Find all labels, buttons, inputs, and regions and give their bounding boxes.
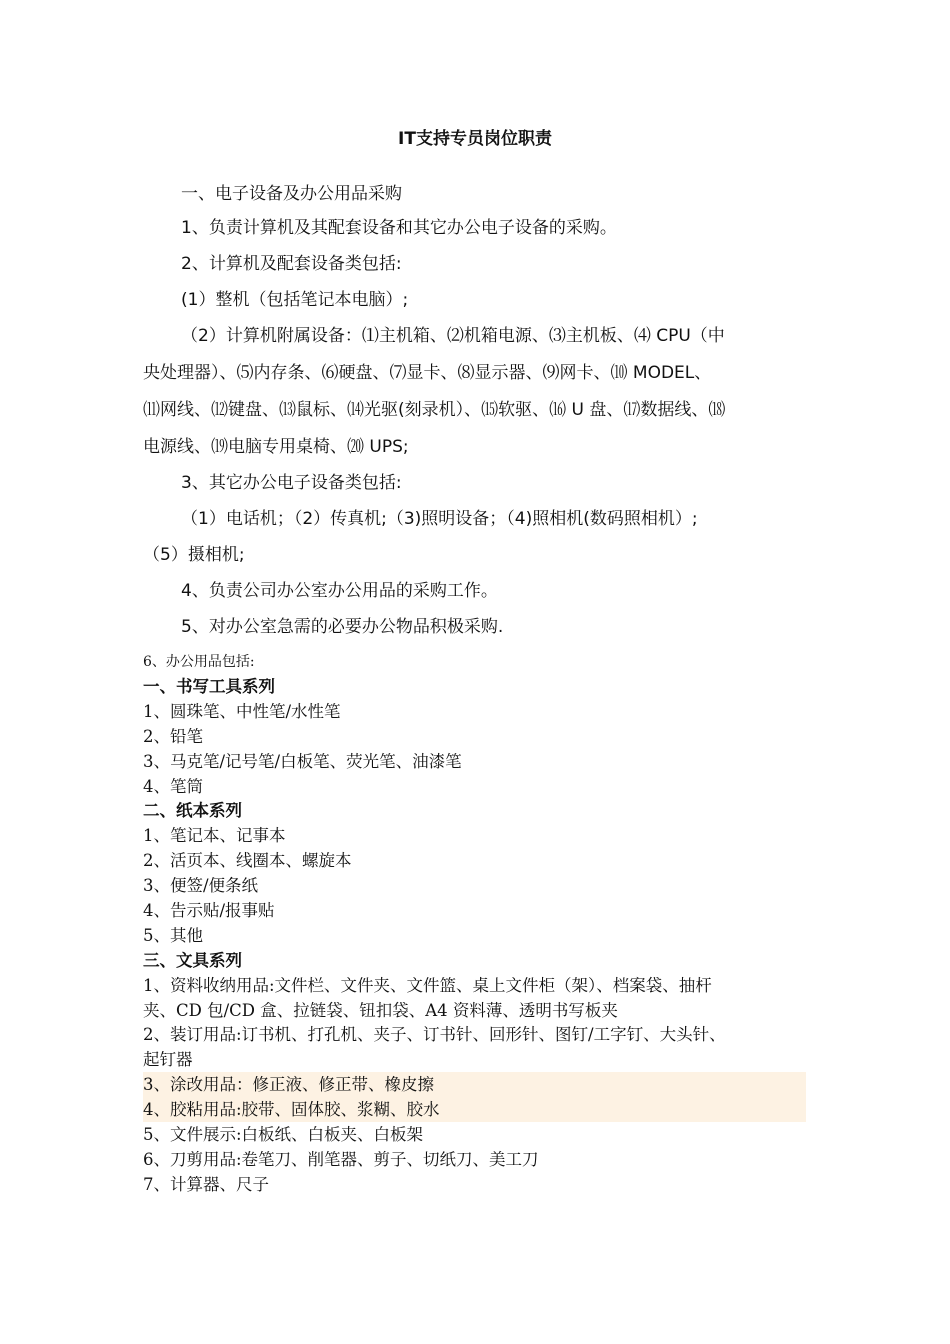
paragraph: ⑾网线、⑿键盘、⒀鼠标、⒁光驱(刻录机）、⒂软驱、⒃ U 盘、⒄数据线、⒅ <box>143 400 726 420</box>
list-item: 3、马克笔/记号笔/白板笔、荧光笔、油漆笔 <box>143 752 462 771</box>
list-item: 1、圆珠笔、中性笔/水性笔 <box>143 702 341 721</box>
paragraph: 1、负责计算机及其配套设备和其它办公电子设备的采购。 <box>181 218 617 238</box>
paragraph: 3、其它办公电子设备类包括: <box>181 473 402 493</box>
document-title: IT支持专员岗位职责 <box>398 129 552 149</box>
list-item: 3、涂改用品：修正液、修正带、橡皮擦 <box>143 1075 434 1094</box>
section-heading: 一、电子设备及办公用品采购 <box>181 184 402 204</box>
paragraph: 2、计算机及配套设备类包括: <box>181 254 402 274</box>
paragraph: (1）整机（包括笔记本电脑）; <box>181 290 409 310</box>
list-item: 1、笔记本、记事本 <box>143 826 286 845</box>
list-item: 2、铅笔 <box>143 727 203 746</box>
category-heading: 三、文具系列 <box>143 951 242 970</box>
paragraph: 电源线、⒆电脑专用桌椅、⒇ UPS; <box>143 437 409 457</box>
paragraph: （2）计算机附属设备：⑴主机箱、⑵机箱电源、⑶主机板、⑷ CPU（中 <box>181 326 725 346</box>
paragraph: 央处理器）、⑸内存条、⑹硬盘、⑺显卡、⑻显示器、⑼网卡、⑽ MODEL、 <box>143 363 712 383</box>
list-item: 4、胶粘用品:胶带、固体胶、浆糊、胶水 <box>143 1100 440 1119</box>
list-item: 1、资料收纳用品:文件栏、文件夹、文件篮、桌上文件柜（架）、档案袋、抽杆 <box>143 976 712 995</box>
list-item: 3、便签/便条纸 <box>143 876 259 895</box>
list-item: 2、活页本、线圈本、螺旋本 <box>143 851 352 870</box>
paragraph: 5、对办公室急需的必要办公物品积极采购. <box>181 617 504 637</box>
paragraph: 4、负责公司办公室办公用品的采购工作。 <box>181 581 498 601</box>
category-heading: 一、书写工具系列 <box>143 677 275 696</box>
list-item: 6、刀剪用品:卷笔刀、削笔器、剪子、切纸刀、美工刀 <box>143 1150 539 1169</box>
paragraph: 6、办公用品包括: <box>143 654 255 670</box>
list-item: 起钉器 <box>143 1050 193 1069</box>
paragraph: （1）电话机；（2）传真机;（3)照明设备；（4)照相机(数码照相机）; <box>181 509 698 529</box>
paragraph: （5）摄相机; <box>143 545 245 565</box>
list-item: 2、装订用品:订书机、打孔机、夹子、订书针、回形针、图钉/工字钉、大头针、 <box>143 1025 726 1044</box>
list-item: 7、计算器、尺子 <box>143 1175 269 1194</box>
list-item: 4、告示贴/报事贴 <box>143 901 275 920</box>
list-item: 5、其他 <box>143 926 203 945</box>
list-item: 5、文件展示:白板纸、白板夹、白板架 <box>143 1125 424 1144</box>
list-item: 4、笔筒 <box>143 777 203 796</box>
category-heading: 二、纸本系列 <box>143 801 242 820</box>
list-item: 夹、CD 包/CD 盒、拉链袋、钮扣袋、A4 资料薄、透明书写板夹 <box>143 1001 618 1020</box>
